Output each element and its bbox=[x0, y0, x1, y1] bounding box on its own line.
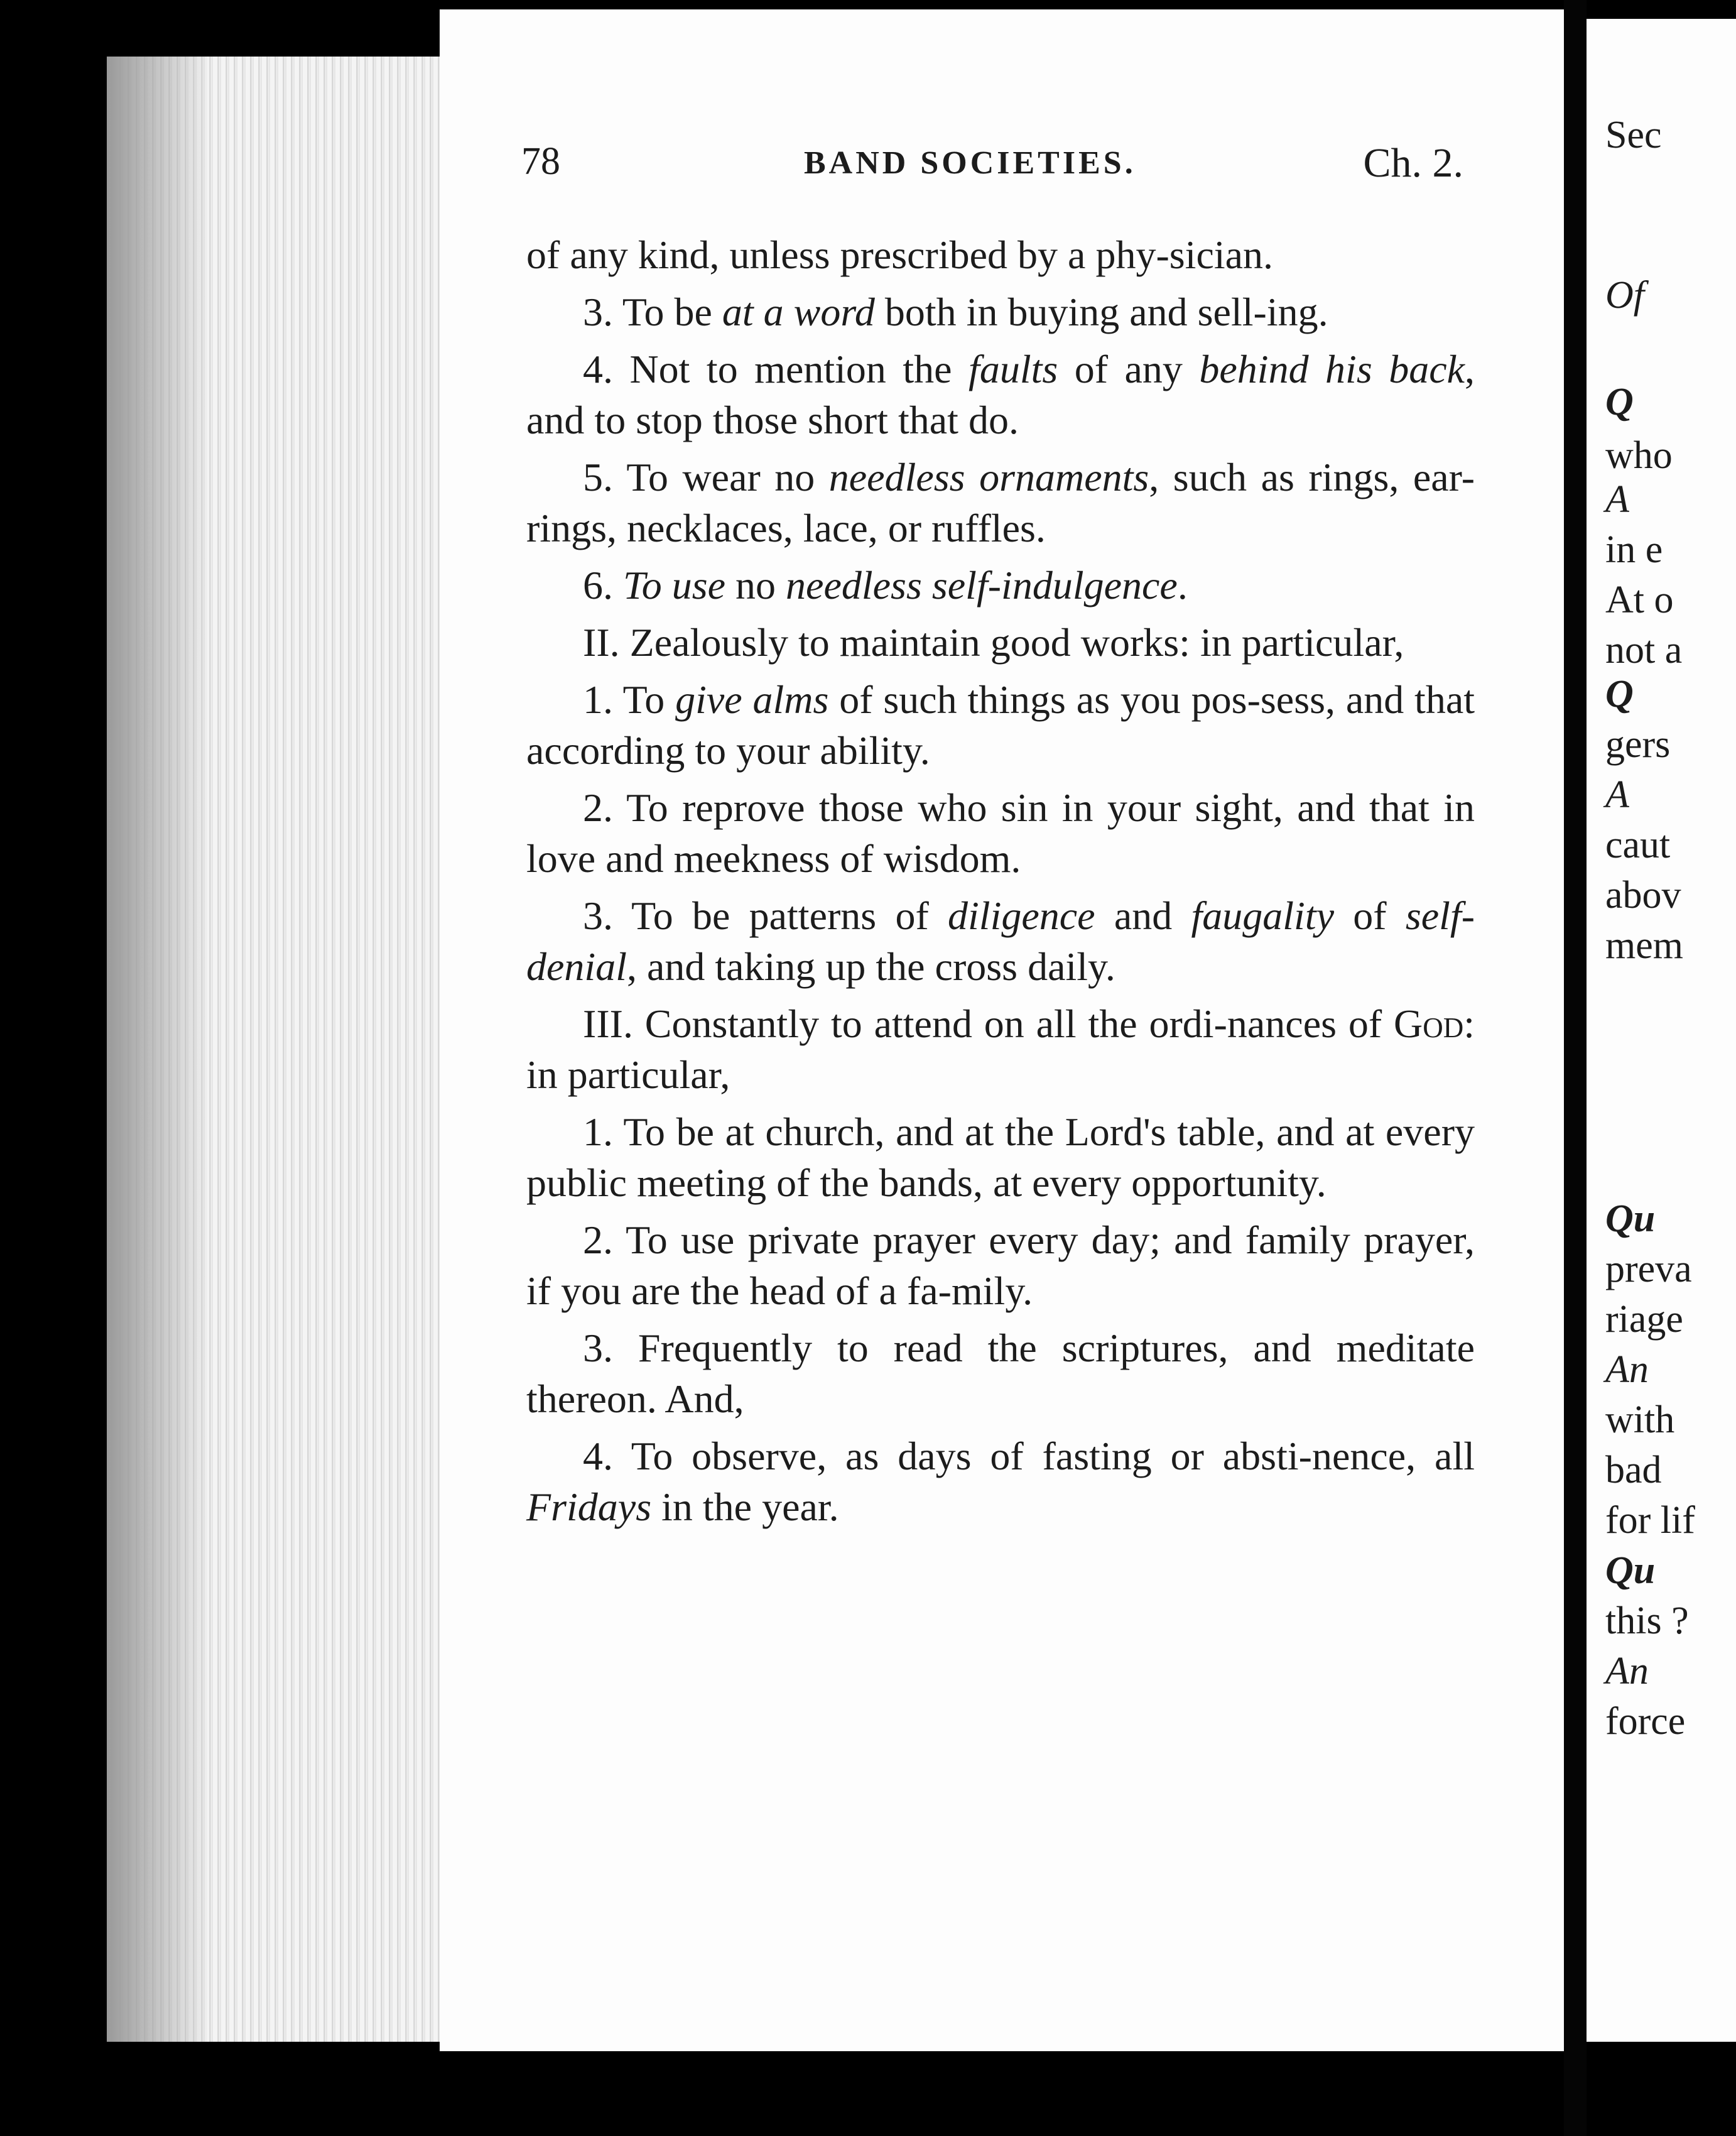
italic-text: needless self-indulgence bbox=[786, 563, 1178, 608]
paragraph bbox=[526, 1322, 1475, 1424]
italic-text: behind his back bbox=[1199, 347, 1465, 391]
text-run: 4. Not to mention the bbox=[583, 347, 969, 391]
paragraph bbox=[526, 560, 1475, 611]
text-run: 3. To be patterns of bbox=[583, 893, 948, 938]
paragraph bbox=[526, 890, 1475, 992]
text-run: no bbox=[725, 563, 786, 608]
text-run: 5. To wear no bbox=[583, 455, 829, 499]
paragraph bbox=[526, 782, 1475, 884]
right-page-fragment: this ? bbox=[1605, 1599, 1689, 1642]
right-page-fragment: force bbox=[1605, 1700, 1686, 1743]
right-page-fragment: bad bbox=[1605, 1449, 1662, 1491]
right-page-fragment: An bbox=[1605, 1650, 1649, 1692]
right-page-fragment: preva bbox=[1605, 1248, 1692, 1290]
right-page-fragment: At o bbox=[1605, 579, 1674, 621]
paragraph bbox=[526, 1430, 1475, 1532]
page-header bbox=[521, 139, 1463, 190]
paragraph bbox=[526, 229, 1475, 280]
text-run: 6. bbox=[583, 563, 623, 608]
text-run: both in buying and sell-ing. bbox=[874, 290, 1328, 334]
running-head: BAND SOCIETIES. bbox=[804, 145, 1136, 181]
text-run: of such things as you pos-sess, and that according to your ability. bbox=[526, 677, 1475, 773]
italic-text: Fridays bbox=[526, 1485, 652, 1529]
text-run: , and to stop those short that do. bbox=[526, 347, 1475, 442]
text-run: 1. To be at church, and at the Lord's table, and at every public meeting of the bands, at every opportunity. bbox=[526, 1109, 1475, 1205]
paragraph bbox=[526, 286, 1475, 337]
italic-text: faults bbox=[968, 347, 1058, 391]
right-page-fragment: Qu bbox=[1605, 1549, 1656, 1592]
right-page-fragment: mem bbox=[1605, 924, 1683, 967]
chapter-reference: Ch. 2. bbox=[1363, 140, 1463, 186]
text-run: in the year. bbox=[651, 1485, 839, 1529]
right-page-fragment: Q bbox=[1605, 381, 1634, 423]
italic-text: needless ornaments bbox=[828, 455, 1149, 499]
paragraph bbox=[526, 452, 1475, 553]
paragraph bbox=[526, 344, 1475, 445]
right-page-fragment: not a bbox=[1605, 629, 1683, 672]
text-run: of any kind, unless prescribed by a phy-sician. bbox=[526, 232, 1274, 277]
italic-text: diligence bbox=[948, 893, 1095, 938]
right-page-fragment: Qu bbox=[1605, 1197, 1656, 1240]
text-run: 2. To reprove those who sin in your sight, and that in love and meekness of wisdom. bbox=[526, 785, 1475, 881]
text-run: 4. To observe, as days of fasting or absti-nence, all bbox=[583, 1434, 1475, 1478]
right-page-fragment: riage bbox=[1605, 1298, 1683, 1341]
italic-text: at a word bbox=[722, 290, 875, 334]
text-run: : in particular, bbox=[526, 1001, 1475, 1097]
page-number: 78 bbox=[521, 140, 560, 183]
right-page-fragment: abov bbox=[1605, 874, 1681, 917]
text-run: 1. To bbox=[583, 677, 676, 722]
text-run: , and taking up the cross daily. bbox=[626, 944, 1115, 989]
right-page-text bbox=[1587, 19, 1736, 2042]
text-run: God bbox=[1394, 1001, 1464, 1046]
paragraph bbox=[526, 674, 1475, 776]
right-page-fragment: gers bbox=[1605, 723, 1671, 766]
italic-text: give alms bbox=[675, 677, 829, 722]
right-page-fragment: in e bbox=[1605, 528, 1663, 571]
right-page-fragment: An bbox=[1605, 1348, 1649, 1391]
right-page bbox=[1587, 19, 1736, 2042]
right-page-fragment: A bbox=[1605, 478, 1629, 521]
text-run: 3. To be bbox=[583, 290, 722, 334]
text-run: 2. To use private prayer every day; and family prayer, if you are the head of a fa-mily. bbox=[526, 1218, 1475, 1313]
text-run: and bbox=[1095, 893, 1191, 938]
page-edge-shadow bbox=[107, 57, 207, 2042]
italic-text: self-denial bbox=[526, 893, 1475, 989]
paragraph bbox=[526, 617, 1475, 668]
text-run: of bbox=[1334, 893, 1406, 938]
italic-text: faugality bbox=[1191, 893, 1335, 938]
text-run: , such as rings, ear-rings, necklaces, lace, or ruffles. bbox=[526, 455, 1475, 550]
text-run: of any bbox=[1058, 347, 1200, 391]
paragraph bbox=[526, 1214, 1475, 1316]
text-run: III. Constantly to attend on all the ordi-nances of bbox=[583, 1001, 1394, 1046]
right-page-fragment: A bbox=[1605, 773, 1629, 816]
right-page-fragment: Of bbox=[1605, 274, 1644, 317]
book-gutter bbox=[1564, 0, 1587, 2136]
right-page-fragment: Q bbox=[1605, 673, 1634, 716]
text-run: 3. Frequently to read the scriptures, and meditate thereon. And, bbox=[526, 1326, 1475, 1421]
body-text bbox=[526, 229, 1475, 1539]
paragraph bbox=[526, 998, 1475, 1100]
right-page-fragment: for lif bbox=[1605, 1499, 1695, 1542]
right-page-fragment: who bbox=[1605, 434, 1673, 477]
text-run: II. Zealously to maintain good works: in particular, bbox=[583, 620, 1404, 665]
italic-text: To use bbox=[623, 563, 726, 608]
right-page-fragment: Sec bbox=[1605, 114, 1662, 156]
paragraph bbox=[526, 1106, 1475, 1208]
right-page-fragment: caut bbox=[1605, 824, 1671, 866]
right-page-fragment: with bbox=[1605, 1398, 1675, 1441]
text-run: . bbox=[1177, 563, 1188, 608]
